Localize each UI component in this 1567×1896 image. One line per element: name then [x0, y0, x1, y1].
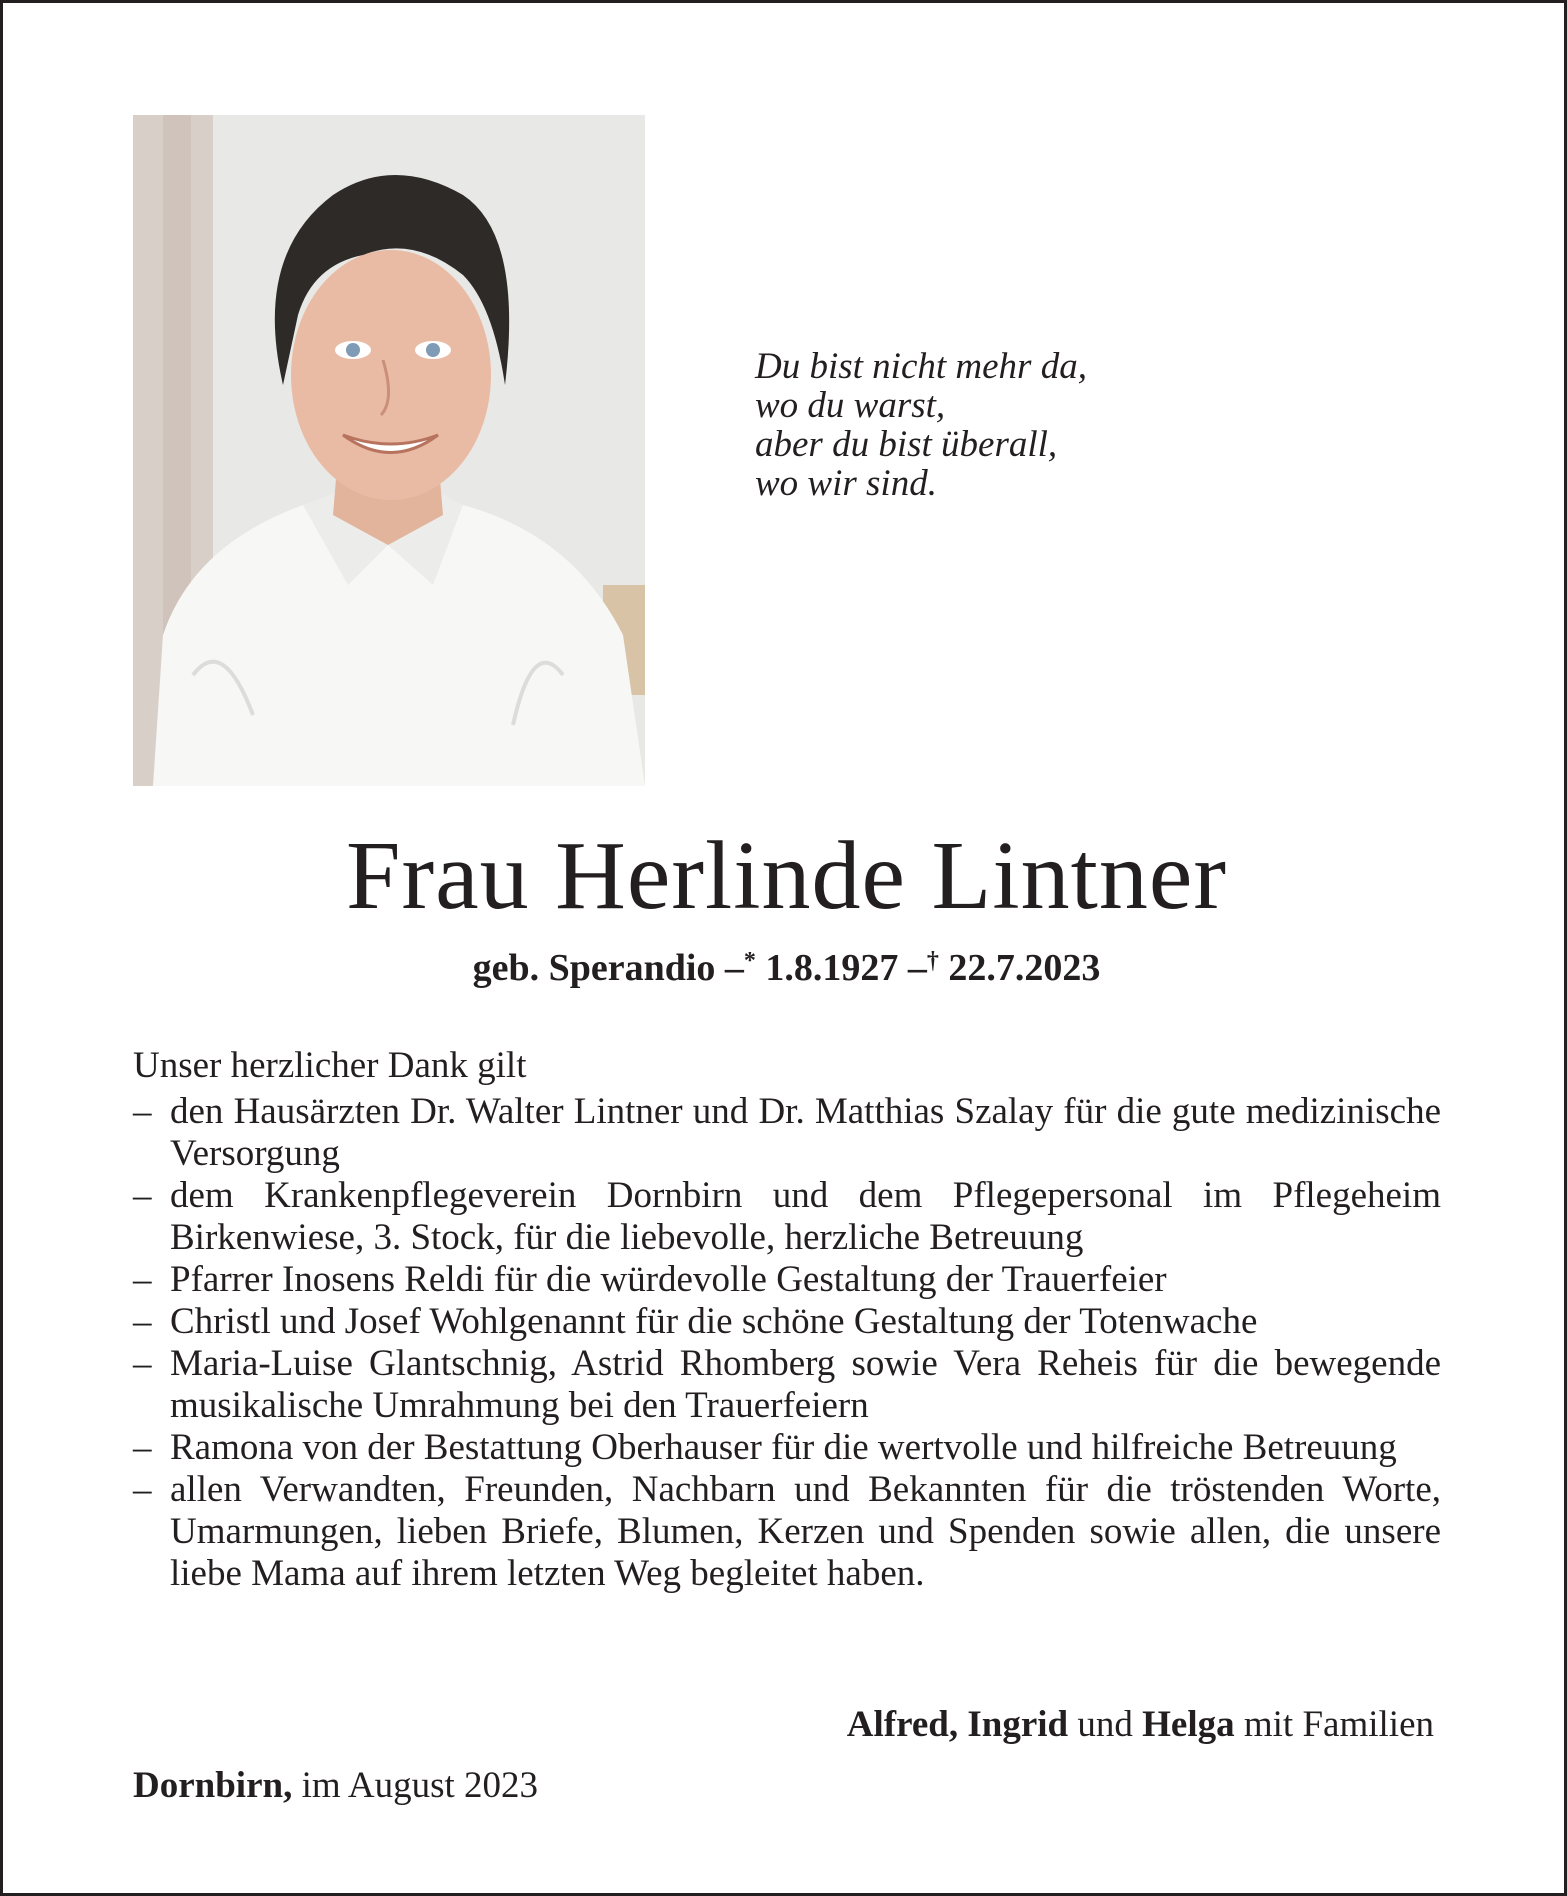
- separator: –: [724, 947, 744, 989]
- quote-line: aber du bist überall,: [755, 424, 1058, 465]
- place: Dornbirn,: [133, 1765, 293, 1806]
- list-dash: –: [133, 1259, 152, 1300]
- list-item-text: Christl und Josef Wohlgenannt für die schöne Gestaltung der Totenwache: [170, 1301, 1258, 1342]
- birth-death-dates: [3, 945, 1567, 991]
- thanks-intro: Unser herzlicher Dank gilt: [133, 1045, 527, 1086]
- list-item: [133, 1175, 1441, 1259]
- memorial-quote: [755, 347, 1255, 503]
- list-item: [133, 1469, 1441, 1595]
- list-item-text: dem Krankenpflegeverein Dornbirn und dem Pflegepersonal im Pflegeheim Birkenwiese, 3. Stock, für die liebevolle, herzliche Betreuung: [170, 1175, 1441, 1258]
- thanks-list: [133, 1091, 1441, 1595]
- deceased-name: Frau Herlinde Lintner: [346, 822, 1227, 930]
- list-item-text: Ramona von der Bestattung Oberhauser für die wertvolle und hilfreiche Betreuung: [170, 1427, 1397, 1468]
- list-dash: –: [133, 1469, 152, 1510]
- place-and-date: [133, 1765, 538, 1807]
- signer-helga: Helga: [1142, 1704, 1235, 1745]
- list-dash: –: [133, 1301, 152, 1342]
- list-item-text: allen Verwandten, Freunden, Nachbarn und Bekannten für die tröstenden Worte, Umarmungen, lieben Briefe, Blumen, Kerzen und Spenden sowie allen, die unsere liebe Mama auf ihrem letzten Weg begleitet haben.: [170, 1469, 1441, 1594]
- list-item-text: den Hausärzten Dr. Walter Lintner und Dr. Matthias Szalay für die gute medizinische Versorgung: [170, 1091, 1441, 1174]
- signer-alfred: Alfred: [846, 1704, 949, 1745]
- death-symbol: †: [926, 948, 939, 974]
- portrait-illustration: [133, 115, 645, 786]
- list-item-text: Pfarrer Inosens Reldi für die würdevolle Gestaltung der Trauerfeier: [170, 1259, 1167, 1300]
- portrait-photo: [133, 115, 645, 786]
- family-signature: [847, 1704, 1434, 1746]
- quote-line: wo wir sind.: [755, 463, 937, 504]
- list-dash: –: [133, 1427, 152, 1468]
- date: im August 2023: [301, 1765, 538, 1806]
- birth-date: 1.8.1927: [765, 947, 899, 989]
- list-dash: –: [133, 1175, 152, 1216]
- signer-ingrid: Ingrid: [967, 1704, 1069, 1745]
- list-item-text: Maria-Luise Glantschnig, Astrid Rhomberg sowie Vera Reheis für die bewegende musikalische Umrahmung bei den Trauerfeiern: [170, 1343, 1441, 1426]
- list-item: [133, 1301, 1441, 1343]
- list-item: [133, 1259, 1441, 1301]
- signature-suffix: mit Familien: [1243, 1704, 1434, 1745]
- death-date: 22.7.2023: [948, 947, 1101, 989]
- maiden-name: geb. Sperandio: [472, 947, 716, 989]
- list-dash: –: [133, 1343, 152, 1384]
- list-item: [133, 1343, 1441, 1427]
- list-item: [133, 1427, 1441, 1469]
- signature-comma: ,: [948, 1704, 959, 1745]
- signature-and: und: [1077, 1704, 1133, 1745]
- thanks-section: [133, 1045, 1441, 1595]
- birth-symbol: *: [743, 948, 756, 974]
- quote-line: wo du warst,: [755, 385, 946, 426]
- list-dash: –: [133, 1091, 152, 1132]
- list-item: [133, 1091, 1441, 1175]
- quote-line: Du bist nicht mehr da,: [755, 346, 1087, 387]
- separator: –: [907, 947, 927, 989]
